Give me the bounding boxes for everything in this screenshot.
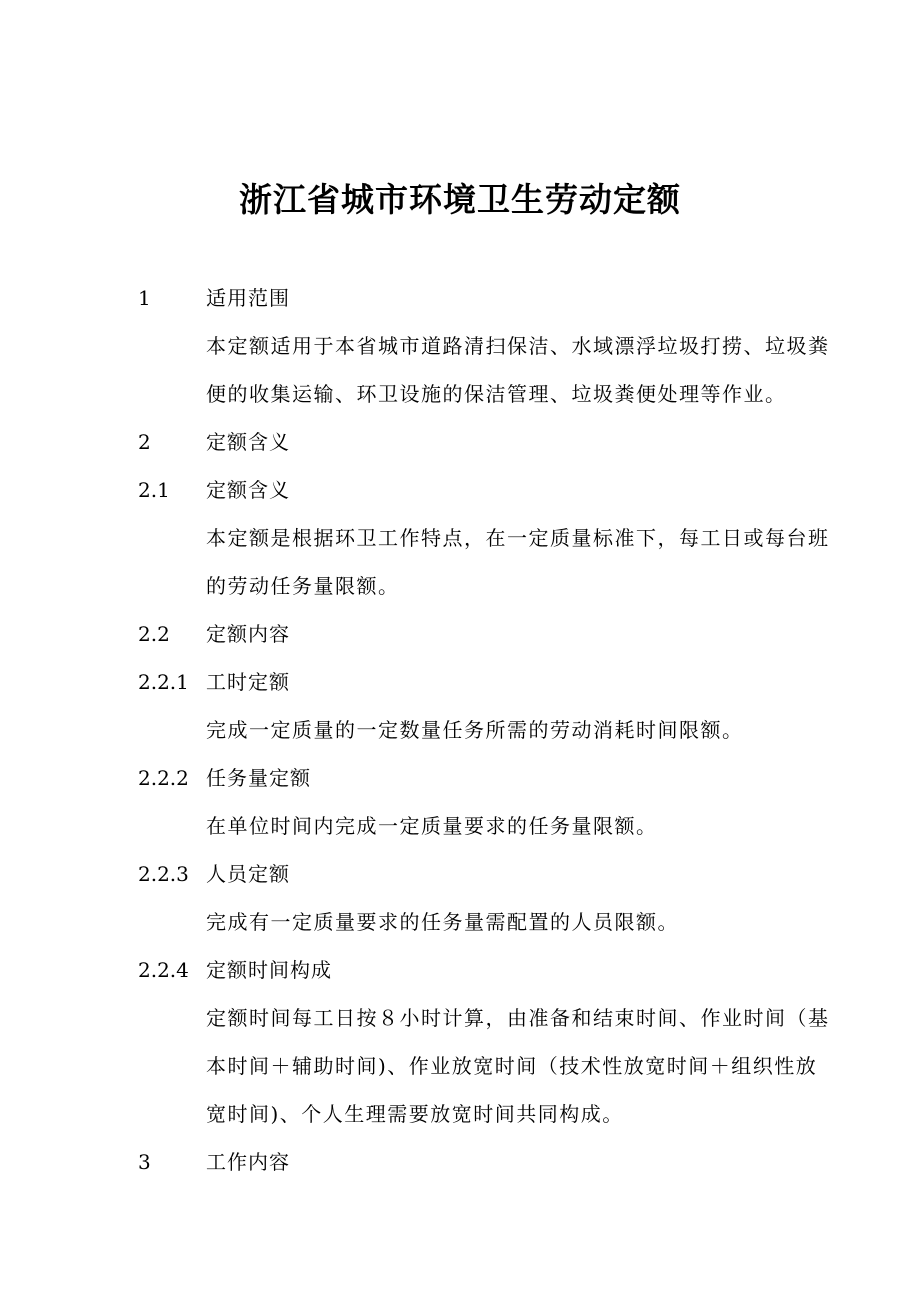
- paragraph-text: 便的收集运输、环卫设施的保洁管理、垃圾粪便处理等作业。: [206, 382, 787, 406]
- paragraph-line: [0, 1051, 920, 1081]
- section-number: 1: [138, 286, 151, 310]
- section-number: 2.2.4: [138, 958, 189, 982]
- paragraph-text: 本时间＋辅助时间)、作业放宽时间（技术性放宽时间＋组织性放: [206, 1054, 818, 1078]
- paragraph-line: [0, 1099, 920, 1129]
- section-heading: [0, 427, 920, 457]
- paragraph-line: [0, 331, 920, 361]
- section-heading: [0, 763, 920, 793]
- paragraph-text: 在单位时间内完成一定质量要求的任务量限额。: [206, 814, 658, 838]
- section-heading: [0, 859, 920, 889]
- paragraph-text: 本定额适用于本省城市道路清扫保洁、水域漂浮垃圾打捞、垃圾粪: [206, 334, 830, 358]
- section-number: 2.1: [138, 478, 170, 502]
- paragraph-line: [0, 715, 920, 745]
- section-title: 定额内容: [206, 622, 290, 646]
- section-title: 任务量定额: [206, 766, 311, 790]
- paragraph-text: 定额时间每工日按８小时计算，由准备和结束时间、作业时间（基: [206, 1006, 830, 1030]
- paragraph-text: 完成有一定质量要求的任务量需配置的人员限额。: [206, 910, 679, 934]
- paragraph-line: [0, 523, 920, 553]
- document-title: 浙江省城市环境卫生劳动定额: [239, 180, 681, 219]
- section-number: 2: [138, 430, 151, 454]
- section-number: 2.2.3: [138, 862, 189, 886]
- section-heading: [0, 619, 920, 649]
- section-title: 定额含义: [206, 478, 290, 502]
- paragraph-line: [0, 379, 920, 409]
- paragraph-text: 宽时间)、个人生理需要放宽时间共同构成。: [206, 1102, 624, 1126]
- section-heading: [0, 955, 920, 985]
- section-number: 2.2: [138, 622, 170, 646]
- paragraph-text: 本定额是根据环卫工作特点，在一定质量标准下，每工日或每台班: [206, 526, 830, 550]
- section-heading: [0, 475, 920, 505]
- paragraph-text: 完成一定质量的一定数量任务所需的劳动消耗时间限额。: [206, 718, 744, 742]
- section-number: 2.2.2: [138, 766, 189, 790]
- section-number: 3: [138, 1150, 151, 1174]
- section-heading: [0, 667, 920, 697]
- section-title: 定额时间构成: [206, 958, 332, 982]
- section-title: 工时定额: [206, 670, 290, 694]
- paragraph-line: [0, 571, 920, 601]
- paragraph-line: [0, 811, 920, 841]
- section-title: 人员定额: [206, 862, 290, 886]
- paragraph-line: [0, 1003, 920, 1033]
- section-heading: [0, 283, 920, 313]
- section-number: 2.2.1: [138, 670, 189, 694]
- paragraph-text: 的劳动任务量限额。: [206, 574, 400, 598]
- section-title: 适用范围: [206, 286, 290, 310]
- section-title: 定额含义: [206, 430, 290, 454]
- section-title: 工作内容: [206, 1150, 290, 1174]
- paragraph-line: [0, 907, 920, 937]
- section-heading: [0, 1147, 920, 1177]
